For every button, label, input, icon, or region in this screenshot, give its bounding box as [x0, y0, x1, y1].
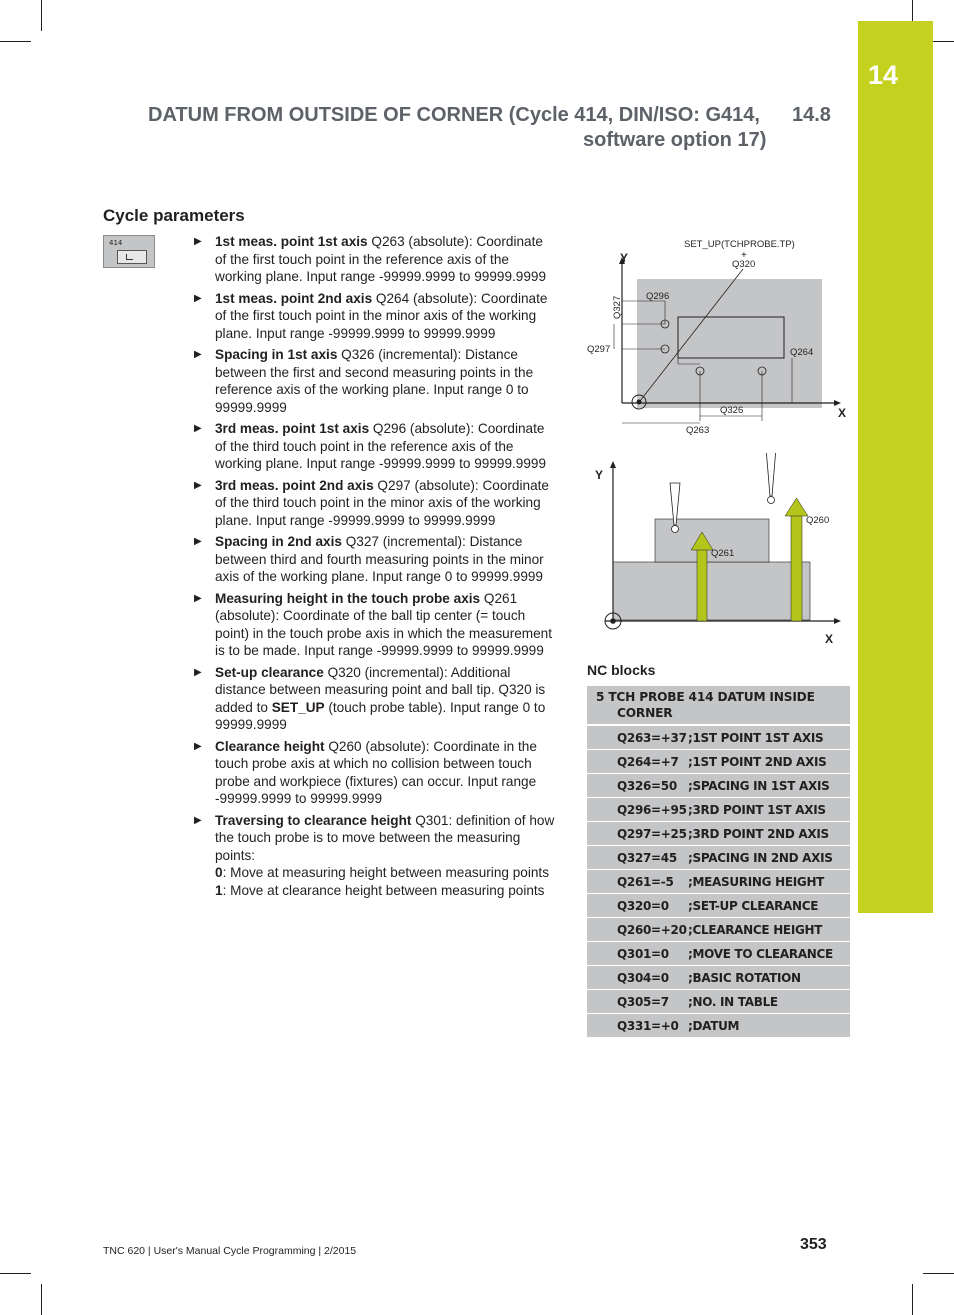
nc-comment: ;BASIC ROTATION	[688, 970, 801, 985]
q263-label: Q263	[686, 425, 710, 436]
setup-label: SET_UP(TCHPROBE.TP)	[684, 239, 795, 250]
param-name: 1st meas. point 1st axis	[215, 234, 368, 249]
list-item	[193, 346, 555, 416]
corner-icon	[117, 250, 147, 264]
nc-param: Q264=+7	[617, 754, 679, 769]
section-number: 14.8	[792, 104, 831, 126]
page-number: 353	[800, 1236, 827, 1253]
nc-block-line1: 5 TCH PROBE 414 DATUM INSIDE	[596, 690, 815, 704]
axis-x-label: X	[825, 632, 834, 646]
bullet-arrow-icon: ▶	[194, 292, 202, 304]
nc-comment: ;SPACING IN 2ND AXIS	[688, 850, 833, 865]
table-row	[587, 917, 850, 941]
list-item	[193, 738, 555, 808]
nc-param: Q261=-5	[617, 874, 674, 889]
nc-param: Q305=7	[617, 994, 669, 1009]
nc-param: Q326=50	[617, 778, 677, 793]
option-key: 1	[215, 882, 223, 898]
axis-y-label: Y	[595, 468, 604, 482]
table-row	[587, 965, 850, 989]
option-text: : Move at measuring height between measuring points	[222, 865, 549, 880]
list-item	[193, 290, 555, 343]
probe-ball-icon	[672, 526, 679, 533]
side-view-diagram	[585, 453, 850, 648]
x-arrow-icon	[834, 618, 841, 624]
cycle-414-icon	[103, 235, 155, 268]
nc-param: Q260=+20	[617, 922, 687, 937]
nc-comment: ;1ST POINT 1ST AXIS	[688, 730, 824, 745]
bullet-arrow-icon: ▶	[194, 423, 202, 434]
list-item	[193, 812, 555, 900]
nc-comment: ;CLEARANCE HEIGHT	[688, 922, 823, 937]
table-row	[587, 725, 850, 749]
nc-comment: ;DATUM	[688, 1018, 740, 1033]
crop-mark	[923, 1273, 954, 1274]
footer-text: TNC 620 | User's Manual Cycle Programming | 2/2015	[103, 1245, 357, 1257]
nc-block-line2: CORNER	[617, 706, 673, 720]
nc-param: Q297=+25	[617, 826, 687, 841]
param-name: 3rd meas. point 1st axis	[215, 421, 370, 436]
nc-param: Q304=0	[617, 970, 669, 985]
param-desc: Q263 (absolute): Coordinate of the first touch point in the reference axis of the working plane. Input range -99999.9999 to 99999.9999	[215, 234, 547, 284]
datum-dot-icon	[610, 618, 616, 624]
option-text: : Move at clearance height between measuring points	[222, 882, 545, 898]
parameter-list	[193, 233, 555, 903]
q264-label: Q264	[790, 347, 814, 358]
probe-ball-icon	[768, 497, 775, 504]
nc-comment: ;1ST POINT 2ND AXIS	[688, 754, 827, 769]
nc-blocks-heading: NC blocks	[587, 662, 656, 678]
q327-label: Q327	[612, 295, 623, 319]
nc-blocks-table	[587, 686, 850, 1037]
nc-comment: ;3RD POINT 1ST AXIS	[688, 802, 826, 817]
page-title	[148, 103, 784, 153]
param-desc: Q327 (incremental): Distance between third and fourth measuring points in the minor axis of the working plane. Input range 0 to 99999.9999	[215, 534, 544, 584]
bullet-arrow-icon: ▶	[194, 592, 202, 604]
param-desc: Q301: definition of how the touch probe is to move between the measuring points:	[215, 812, 555, 863]
q260-label: Q260	[806, 515, 830, 526]
nc-comment: ;NO. IN TABLE	[688, 994, 778, 1009]
workpiece-base	[613, 562, 810, 620]
bullet-arrow-icon: ▶	[194, 349, 202, 360]
param-name: 3rd meas. point 2nd axis	[215, 477, 374, 493]
param-desc: Q320 (incremental): Additional distance between measuring point and ball tip. Q320 is added to	[215, 664, 546, 715]
param-name: Traversing to clearance height	[215, 812, 412, 828]
param-name: Set-up clearance	[215, 664, 324, 680]
page-title-line2: software option 17)	[583, 129, 767, 151]
crop-mark	[912, 1284, 913, 1315]
crop-mark	[41, 0, 42, 31]
nc-comment: ;SET-UP CLEARANCE	[688, 898, 819, 913]
list-item	[193, 420, 555, 473]
crop-mark	[0, 41, 31, 42]
table-row	[587, 869, 850, 893]
param-keyword: SET_UP	[271, 699, 325, 715]
table-row	[587, 797, 850, 821]
q320-label: Q320	[732, 259, 756, 270]
nc-comment: ;SPACING IN 1ST AXIS	[688, 778, 830, 793]
param-desc: Q296 (absolute): Coordinate of the third touch point in the reference axis of the working plane. Input range -99999.9999 to 99999.9999	[215, 421, 547, 471]
param-name: Spacing in 2nd axis	[215, 534, 342, 549]
nc-param: Q301=0	[617, 946, 669, 961]
nc-block-header	[587, 686, 850, 725]
bullet-arrow-icon: ▶	[194, 666, 202, 678]
bullet-arrow-icon: ▶	[194, 740, 202, 752]
table-row	[587, 989, 850, 1013]
nc-comment: ;MOVE TO CLEARANCE	[688, 946, 833, 961]
y-arrow-icon	[610, 461, 616, 468]
table-row	[587, 893, 850, 917]
bullet-arrow-icon: ▶	[194, 479, 202, 491]
nc-param: Q320=0	[617, 898, 669, 913]
table-row	[587, 749, 850, 773]
crop-mark	[41, 1284, 42, 1315]
table-row	[587, 773, 850, 797]
q326-label: Q326	[720, 405, 744, 416]
top-view-diagram	[585, 233, 850, 438]
q260-arrow-icon	[785, 498, 808, 516]
param-name: 1st meas. point 2nd axis	[215, 290, 373, 306]
param-name: Measuring height in the touch probe axis	[215, 590, 481, 606]
list-item	[193, 477, 555, 530]
param-desc: Q260 (absolute): Coordinate in the touch probe axis at which no collision between touch probe and workpiece (fixtures) can occur. Input range -99999.9999 to 99999.9999	[215, 738, 537, 806]
crop-mark	[0, 1273, 31, 1274]
inner-rect	[678, 317, 784, 358]
table-row	[587, 821, 850, 845]
q261-arrow-shaft	[697, 549, 707, 621]
nc-param: Q331=+0	[617, 1018, 679, 1033]
section-heading: Cycle parameters	[103, 206, 245, 225]
nc-comment: ;3RD POINT 2ND AXIS	[688, 826, 829, 841]
q261-label: Q261	[711, 548, 735, 559]
param-desc: Q297 (absolute): Coordinate of the third touch point in the minor axis of the working plane. Input range -99999.9999 to 99999.9999	[215, 477, 549, 528]
chapter-tab	[858, 21, 933, 913]
nc-comment: ;MEASURING HEIGHT	[688, 874, 825, 889]
bullet-arrow-icon: ▶	[194, 814, 202, 826]
bullet-arrow-icon: ▶	[194, 536, 202, 547]
bullet-arrow-icon: ▶	[194, 236, 202, 247]
list-item	[193, 233, 555, 286]
list-item	[193, 590, 555, 660]
option-key: 0	[215, 865, 223, 880]
probe-icon	[766, 453, 776, 496]
param-name: Spacing in 1st axis	[215, 347, 338, 362]
param-desc: Q264 (absolute): Coordinate of the first touch point in the minor axis of the working plane. Input range -99999.9999 to 99999.9999	[215, 290, 548, 341]
q260-arrow-shaft	[791, 515, 802, 621]
nc-param: Q263=+37	[617, 730, 687, 745]
q296-label: Q296	[646, 291, 670, 302]
table-row	[587, 845, 850, 869]
param-name: Clearance height	[215, 738, 325, 754]
axis-x-label: X	[838, 406, 847, 420]
cycle-icon-label: 414	[109, 239, 123, 247]
param-desc: (touch probe table). Input range 0 to 99999.9999	[215, 699, 546, 732]
table-row	[587, 1013, 850, 1037]
option-line	[215, 882, 555, 900]
option-line	[215, 864, 555, 882]
page-title-line1: DATUM FROM OUTSIDE OF CORNER (Cycle 414, DIN/ISO: G414,	[148, 104, 760, 126]
param-desc: Q261 (absolute): Coordinate of the ball tip center (= touch point) in the touch probe axis in which the measurement is to be made. Input range -99999.9999 to 99999.9999	[215, 590, 553, 658]
nc-param: Q296=+95	[617, 802, 687, 817]
chapter-number: 14	[868, 60, 899, 90]
q297-label: Q297	[587, 344, 611, 355]
list-item	[193, 664, 555, 734]
axis-y-label: Y	[620, 251, 629, 265]
param-desc: Q326 (incremental): Distance between the first and second measuring points in the reference axis of the working plane. Input range 0 to 99999.9999	[215, 347, 534, 415]
nc-param: Q327=45	[617, 850, 677, 865]
list-item	[193, 533, 555, 586]
plus-label: +	[741, 250, 747, 261]
table-row	[587, 941, 850, 965]
